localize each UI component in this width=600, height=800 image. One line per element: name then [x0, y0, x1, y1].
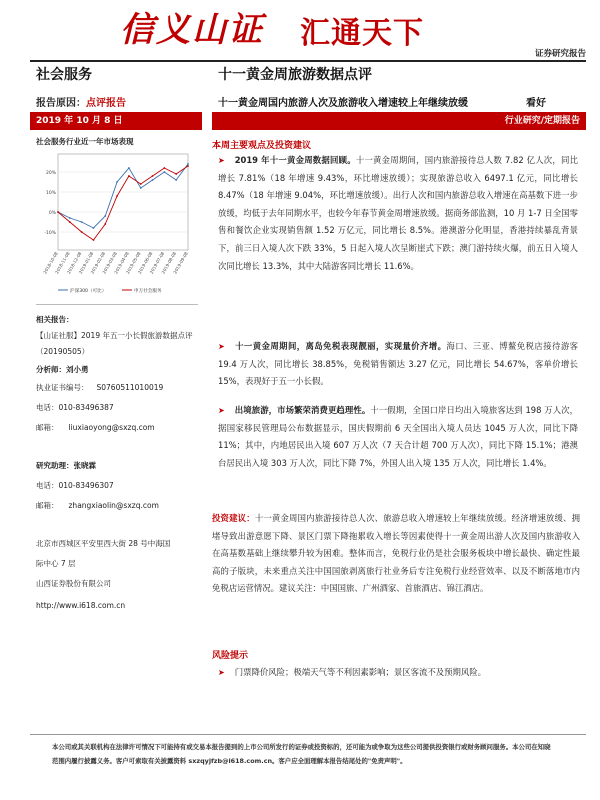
data-point	[81, 221, 83, 223]
x-tick-label: 2019-03-08	[101, 251, 118, 275]
analyst-line	[36, 362, 198, 377]
y-tick-label: 10%	[45, 191, 56, 196]
data-point	[163, 171, 165, 173]
y-tick-label: 20%	[45, 171, 56, 176]
company-name: 山西证券股份有限公司	[36, 579, 111, 588]
cert-line	[36, 380, 198, 395]
assistant-email-line	[36, 498, 198, 513]
data-point	[175, 179, 177, 181]
arrow-bullet-icon: ➤	[218, 406, 225, 415]
paragraph-review-text: 十一黄金周期间，国内旅游接待总人数 7.82 亿人次，同比增长 7.81%（18 年增速 9.43%，环比增速放缓）；实现旅游总收入 6497.1 亿元，同比增长 8.47%（18 年增速 9.04%，环比增速放缓）。出行人次和国内旅游总收入增速在高基数下进一步放缓，均低于去年同期水平，也较今年春节黄金周增速放缓。据商务部监测，10 月 1-7 日全国零售和餐饮企业实现销售额 1.52 万亿元，同比增长 8.5%。港澳游分化明显，香港持续暴乱背景下，前三日入境人次下跌 33%，5 日起入境人次呈断崖式下跌；澳门游持续火爆，前五日入境人次同比增长 13.3%，其中大陆游客同比增长 11.6%。	[218, 155, 578, 271]
tel-label: 电话：	[36, 403, 59, 412]
analyst-tel-line	[36, 400, 198, 415]
header-divider	[30, 60, 586, 62]
analyst-email-line	[36, 420, 198, 435]
data-point	[187, 163, 189, 165]
paragraph-review	[218, 152, 578, 275]
x-tick-label: 2019-09-08	[172, 251, 189, 275]
arrow-bullet-icon: ➤	[218, 156, 225, 165]
chart-svg	[36, 148, 192, 298]
cert-number: S0760511010019	[96, 383, 164, 392]
assistant-tel: 010-83496307	[58, 481, 114, 490]
data-point	[116, 181, 118, 183]
paragraph-duty-free-lead: 十一黄金周期间，离岛免税表现靓丽，实现量价齐增。	[234, 341, 447, 351]
paragraph-outbound-text: 十一假期，全国口岸日均出入境旅客达到 198 万人次，据国家移民管理局公布数据显示，国庆假期前 6 天全国出入境人员达 1045 万人次，同比下降 11%；其中，内地居民出入境 607 万人次（7 天合计超 700 万人次），同比下降 15.1%；港澳台居民出入境 303 万人次，同比下降 7%，外国人出入境 135 万人次，同比增长 1.4%。	[218, 405, 579, 468]
x-tick-label: 2019-04-08	[113, 251, 130, 275]
rating-badge: 看好	[526, 98, 546, 109]
data-point	[187, 165, 189, 167]
report-category: 行业研究/定期报告	[212, 112, 586, 130]
plot-frame	[58, 154, 188, 250]
related-report-link[interactable]: 【山证社服】2019 年五一小长假旅游数据点评（20190505）	[36, 331, 193, 356]
industry-name: 社会服务	[36, 67, 92, 83]
data-point	[57, 211, 59, 213]
data-point	[104, 223, 106, 225]
x-tick-label: 2019-07-08	[148, 251, 166, 275]
page-subtitle: 十一黄金周国内旅游人次及旅游收入增速较上年继续放缓	[218, 98, 468, 109]
data-point	[69, 217, 71, 219]
related-label: 相关报告：	[36, 315, 74, 324]
data-point	[140, 183, 142, 185]
report-date: 2019 年 10 月 8 日	[30, 112, 202, 130]
data-point	[175, 173, 177, 175]
analyst-tel: 010-83496387	[58, 403, 114, 412]
paragraph-duty-free	[218, 338, 578, 391]
y-tick-label: 0%	[48, 211, 56, 216]
assistant-line	[36, 458, 198, 473]
logo-brand-left: 信义山证	[120, 10, 264, 50]
arrow-bullet-icon: ➤	[218, 342, 225, 351]
risk-text-line	[218, 664, 578, 682]
data-point	[93, 227, 95, 229]
data-point	[81, 231, 83, 233]
assistant-name: 张晓霖	[73, 461, 96, 470]
investment-advice	[212, 510, 580, 598]
data-point	[128, 175, 130, 177]
address-line-2: 际中心 7 层	[36, 559, 76, 568]
section-title: 本周主要观点及投资建议	[212, 141, 312, 151]
data-point	[116, 195, 118, 197]
chart-title: 社会服务行业近一年市场表现	[36, 137, 134, 146]
x-tick-label: 2018-11-08	[54, 251, 71, 275]
arrow-bullet-icon: ➤	[218, 668, 225, 677]
assistant-label: 研究助理：	[36, 461, 74, 470]
data-point	[104, 215, 106, 217]
data-point	[93, 239, 95, 241]
page-title: 十一黄金周旅游数据点评	[218, 67, 372, 83]
y-tick-label: -10%	[44, 231, 56, 236]
investment-advice-label: 投资建议：	[212, 513, 255, 523]
paragraph-outbound	[218, 402, 578, 472]
disclaimer-text: 本公司或其关联机构在法律许可情况下可能持有或交易本报告提到的上市公司所发行的证券或投资标的，还可能为或争取为这些公司提供投资银行或财务顾问服务。本公司在知晓范围内履行披露义务。客户可索取有关披露资料 sxzqyjfzb@i618.com.cn。客户应全面理解本报告结尾处的"免责声明"。	[52, 743, 551, 765]
analyst-email[interactable]: liuxiaoyong@sxzq.com	[68, 423, 155, 432]
analyst-label: 分析师：	[36, 365, 66, 374]
market-performance-chart	[36, 148, 192, 298]
report-type-label: 证券研究报告	[534, 49, 586, 59]
assistant-tel-line	[36, 478, 198, 493]
data-point	[163, 167, 165, 169]
cert-label: 执业证书编号：	[36, 383, 89, 392]
report-reason-value: 点评报告	[86, 98, 126, 109]
report-reason	[36, 94, 126, 109]
disclaimer-divider	[30, 734, 586, 735]
x-tick-label: 2019-01-08	[77, 251, 95, 275]
paragraph-duty-free-text: 海口、三亚、博鳌免税店接待游客 19.4 万人次，同比增长 38.85%，免税销售额达 3.27 亿元，同比增长 54.67%，客单价增长 15%，表现好于五一小长假。	[218, 341, 578, 387]
x-tick-label: 2019-08-08	[160, 251, 178, 275]
series-line	[58, 166, 188, 240]
company-website[interactable]: http://www.i618.com.cn	[36, 601, 126, 610]
assistant-email[interactable]: zhangxiaolin@sxzq.com	[68, 501, 159, 510]
paragraph-review-lead: 2019 年十一黄金周数据回顾。	[234, 155, 356, 165]
data-point	[152, 179, 154, 181]
x-tick-label: 2019-05-08	[125, 251, 142, 275]
analyst-name: 刘小勇	[66, 365, 89, 374]
legend-label: 沪深300（可比）	[70, 289, 107, 294]
related-reports-label	[36, 312, 198, 327]
sidebar-divider	[36, 304, 198, 305]
data-point	[128, 167, 130, 169]
email-label: 邮箱：	[36, 423, 59, 432]
x-tick-label: 2018-12-08	[66, 251, 83, 275]
risk-title: 风险提示	[212, 651, 249, 661]
data-point	[152, 175, 154, 177]
logo-brand-right: 汇通天下	[300, 16, 424, 51]
data-point	[69, 221, 71, 223]
x-tick-label: 2019-02-08	[89, 251, 107, 275]
address-line-1: 北京市西城区平安里西大街 28 号中海国	[36, 539, 171, 548]
series-line	[58, 164, 188, 228]
x-tick-label: 2018-10-08	[42, 251, 59, 275]
assistant-email-label: 邮箱：	[36, 501, 59, 510]
legend-label: 申万社会服务	[134, 289, 162, 294]
x-tick-label: 2019-06-08	[136, 251, 154, 275]
data-point	[140, 187, 142, 189]
risk-text: 门票降价风险；极端天气等不利因素影响；景区客流不及预期风险。	[234, 667, 486, 677]
investment-advice-text: 十一黄金周国内旅游接待总人次、旅游总收入增速较上年继续放缓。经济增速放缓、拥堵导致出游意愿下降、景区门票下降拖累收入增长等因素使得十一黄金周出游人次及国内旅游收入在高基数基础上继续攀升较为困难。整体而言，免税行业仍是社会服务板块中增长最快、确定性最高的子版块，未来重点关注中国国旅剥离旅行社业务后专注免税行业经营效率、以及不断落地市内免税店运营情况。建议关注：中国国旅、广州酒家、首旅酒店、锦江酒店。	[212, 513, 580, 594]
report-reason-label: 报告原因：	[36, 98, 86, 109]
paragraph-outbound-lead: 出境旅游，市场繁荣消费更趋理性。	[234, 405, 371, 415]
assistant-tel-label: 电话：	[36, 481, 59, 490]
